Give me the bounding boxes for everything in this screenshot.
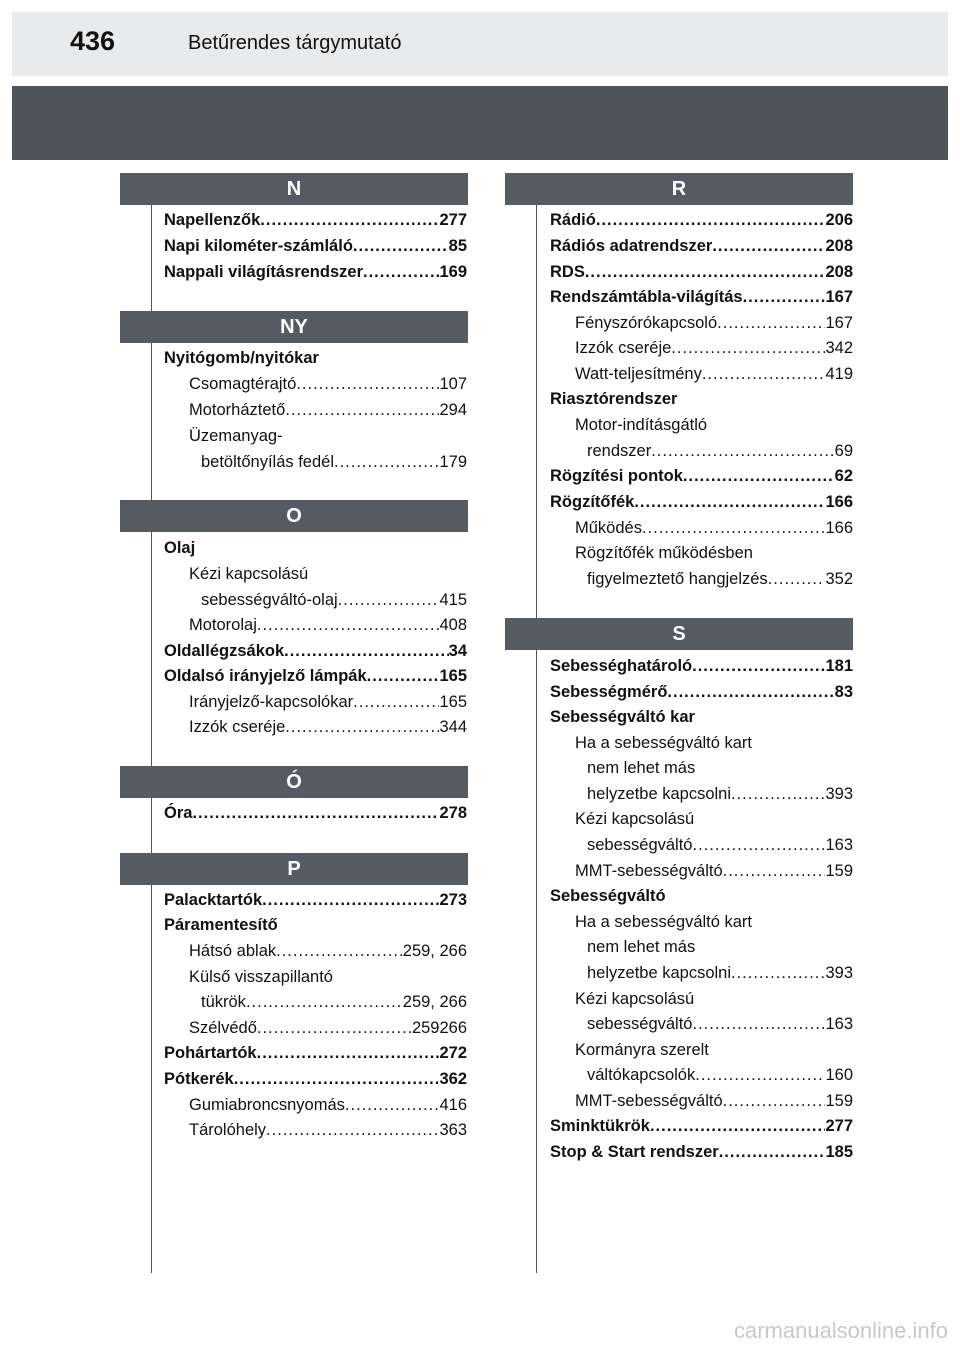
- index-entry: Pótkerék ..... 362: [164, 1067, 467, 1093]
- index-entry: Nappali világításrendszer ..... 169: [164, 260, 467, 286]
- index-entry: Sminktükrök ..... 277: [550, 1114, 853, 1140]
- index-entry: Páramentesítő: [164, 916, 278, 934]
- index-subentry: Izzók cseréje ..... 344: [189, 715, 467, 741]
- index-subentry: Rögzítőfék működésben: [575, 544, 753, 562]
- page-number: 436: [70, 26, 116, 56]
- index-entry: RDS ..... 208: [550, 260, 853, 286]
- index-subentry: Irányjelző-kapcsolókar ..... 165: [189, 690, 467, 716]
- index-subentry: nem lehet más: [587, 938, 696, 956]
- index-entry: Sebességmérő ..... 83: [550, 680, 853, 706]
- index-subentry: Kézi kapcsolású: [189, 565, 309, 583]
- index-subentry: Motor-indításgátló: [575, 416, 708, 434]
- index-subentry: nem lehet más: [587, 759, 696, 777]
- index-subentry: Gumiabroncsnyomás ..... 416: [189, 1093, 467, 1119]
- index-subentry: Motorháztető ..... 294: [189, 398, 467, 424]
- index-subentry: Üzemanyag-: [189, 427, 283, 445]
- section-header-r: R: [505, 173, 853, 205]
- index-subentry: helyzetbe kapcsolni ..... 393: [587, 961, 853, 987]
- index-subentry: Tárolóhely ..... 363: [189, 1118, 467, 1144]
- index-subentry: helyzetbe kapcsolni ..... 393: [587, 782, 853, 808]
- index-entry: Riasztórendszer: [550, 390, 678, 408]
- index-entry: Oldallégzsákok ..... 34: [164, 639, 467, 665]
- section-header-p: P: [120, 853, 468, 885]
- page-title: Betűrendes tárgymutató: [188, 32, 402, 54]
- index-entry: Olaj: [164, 539, 196, 557]
- index-subentry: Külső visszapillantó: [189, 968, 333, 986]
- index-subentry: betöltőnyílás fedél ..... 179: [201, 450, 467, 476]
- index-subentry: Fényszórókapcsoló ..... 167: [575, 311, 853, 337]
- index-entry: Rögzítési pontok ..... 62: [550, 464, 853, 490]
- index-entry: Oldalsó irányjelző lámpák ..... 165: [164, 664, 467, 690]
- left-column-divider: [151, 205, 152, 1273]
- index-subentry: Ha a sebességváltó kart: [575, 913, 753, 931]
- index-subentry: Kormányra szerelt: [575, 1041, 709, 1059]
- index-subentry: rendszer ..... 69: [587, 439, 853, 465]
- index-subentry: Csomagtérajtó ..... 107: [189, 372, 467, 398]
- section-header-o-acute: Ó: [120, 766, 468, 798]
- section-header-o: O: [120, 500, 468, 532]
- index-subentry: MMT-sebességváltó ..... 159: [575, 1089, 853, 1115]
- index-entry: Pohártartók ..... 272: [164, 1041, 467, 1067]
- index-entry: Rögzítőfék ..... 166: [550, 490, 853, 516]
- index-entry: Stop & Start rendszer ..... 185: [550, 1140, 853, 1166]
- index-subentry: Izzók cseréje ..... 342: [575, 336, 853, 362]
- index-subentry: Motorolaj ..... 408: [189, 613, 467, 639]
- index-subentry: figyelmeztető hangjelzés ..... 352: [587, 567, 853, 593]
- section-header-ny: NY: [120, 311, 468, 343]
- section-header-s: S: [505, 618, 853, 650]
- section-header-n: N: [120, 173, 468, 205]
- index-subentry: MMT-sebességváltó ..... 159: [575, 859, 853, 885]
- index-subentry: sebességváltó ..... 163: [587, 1012, 853, 1038]
- index-entry: Napellenzők ..... 277: [164, 208, 467, 234]
- index-subentry: Ha a sebességváltó kart: [575, 734, 753, 752]
- index-entry: Rádió ..... 206: [550, 208, 853, 234]
- index-subentry: Működés ..... 166: [575, 516, 853, 542]
- index-entry: Nyitógomb/nyitókar: [164, 349, 319, 367]
- index-entry: Rádiós adatrendszer ..... 208: [550, 234, 853, 260]
- index-subentry: tükrök ..... 259, 266: [201, 990, 467, 1016]
- index-entry: Sebességhatároló ..... 181: [550, 654, 853, 680]
- index-entry: Palacktartók ..... 273: [164, 888, 467, 914]
- right-column-divider: [536, 205, 537, 1273]
- index-entry: Napi kilométer-számláló ..... 85: [164, 234, 467, 260]
- index-entry: Óra ..... 278: [164, 801, 467, 827]
- index-subentry: Kézi kapcsolású: [575, 990, 695, 1008]
- watermark: carmanualsonline.info: [733, 1318, 948, 1343]
- index-entry: Sebességváltó: [550, 887, 666, 905]
- index-subentry: sebességváltó ..... 163: [587, 833, 853, 859]
- index-entry: Sebességváltó kar: [550, 708, 695, 726]
- page-header: [12, 12, 948, 76]
- header-band: [12, 86, 948, 160]
- index-subentry: Szélvédő ..... 259266: [189, 1016, 467, 1042]
- index-subentry: Watt-teljesítmény ..... 419: [575, 362, 853, 388]
- index-subentry: Kézi kapcsolású: [575, 810, 695, 828]
- index-subentry: Hátsó ablak ..... 259, 266: [189, 939, 467, 965]
- index-subentry: váltókapcsolók ..... 160: [587, 1063, 853, 1089]
- index-subentry: sebességváltó-olaj ..... 415: [201, 588, 467, 614]
- index-entry: Rendszámtábla-világítás ..... 167: [550, 285, 853, 311]
